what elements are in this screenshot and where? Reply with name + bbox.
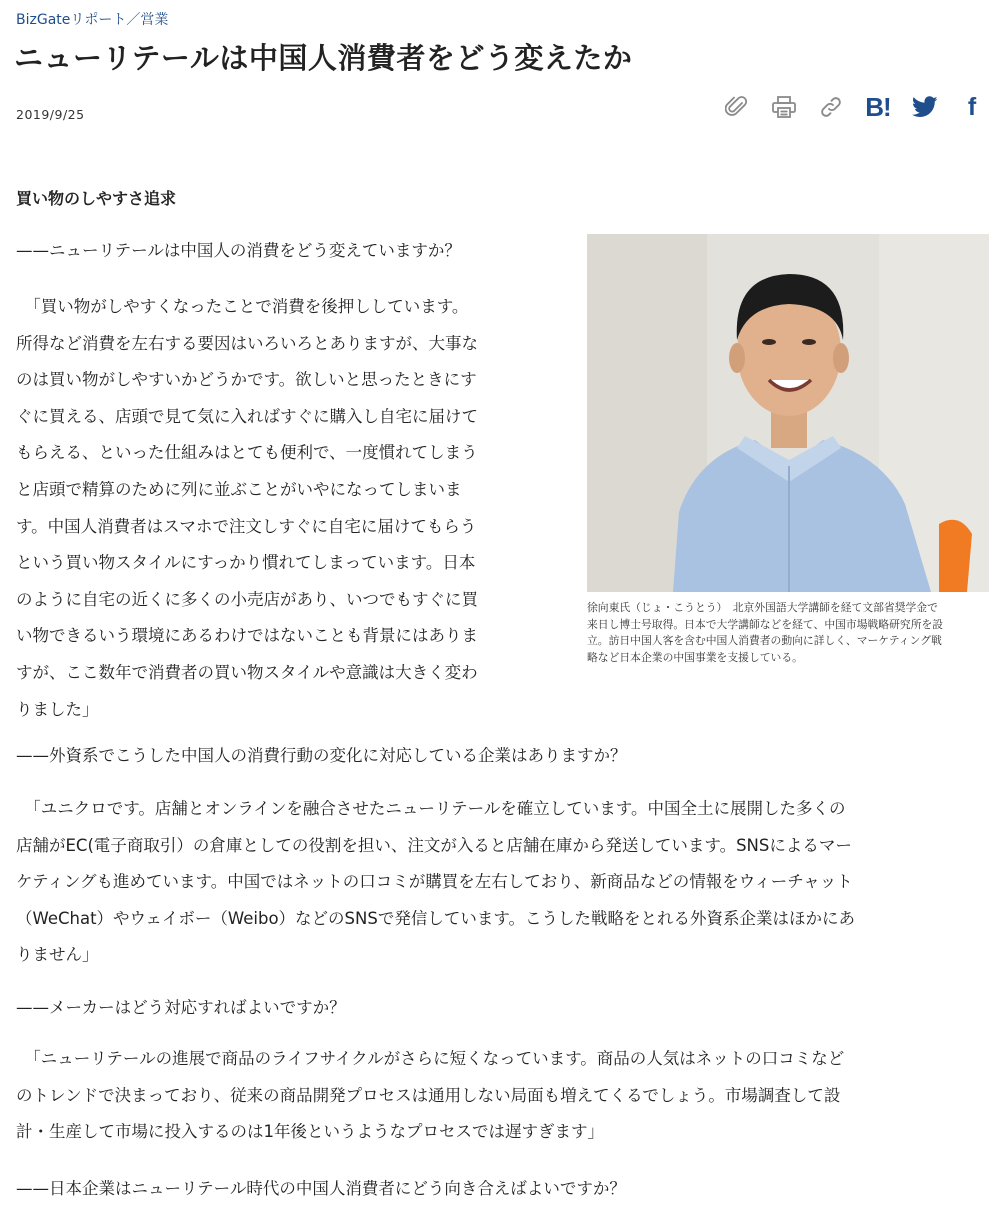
text-line: 所得など消費を左右する要因はいろいろとありますが、大事な bbox=[16, 333, 478, 353]
text-line: りました」 bbox=[16, 699, 99, 719]
interview-question: ——メーカーはどう対応すればよいですか？ bbox=[16, 998, 346, 1017]
text-line: りません」 bbox=[16, 945, 99, 964]
text-line: のは買い物がしやすいかどうかです。欲しいと思ったときにす bbox=[16, 370, 477, 390]
category-breadcrumb[interactable]: BizGateリポート／営業 bbox=[16, 12, 169, 28]
article-title: ニューリテールは中国人消費者をどう変えたか bbox=[14, 41, 633, 75]
clip-icon[interactable] bbox=[721, 92, 753, 122]
text-line: 計・生産して市場に投入するのは1年後というようなプロセスでは遅すぎます」 bbox=[16, 1122, 604, 1141]
text-line: い物できるいう環境にあるわけではないことも背景にはありま bbox=[16, 626, 478, 646]
text-line: 店舗がEC(電子商取引）の倉庫としての役割を担い、注文が入ると店舗在庫から発送しています。SNSによるマー bbox=[16, 835, 852, 855]
caption-line: 来日し博士号取得。日本で大学講師などを経て、中国市場戦略研究所を設 bbox=[587, 617, 944, 631]
text-line: ケティングも進めています。中国ではネットの口コミが購買を左右しており、新商品などの情報をウィーチャット bbox=[16, 872, 853, 891]
link-icon[interactable] bbox=[815, 92, 847, 122]
share-toolbar bbox=[706, 92, 988, 122]
text-line: もらえる、といった仕組みはとても便利で、一度慣れてしまう bbox=[16, 443, 478, 463]
text-line: のように自宅の近くに多くの小売店があり、いつでもすぐに買 bbox=[16, 589, 478, 609]
text-line: 「買い物がしやすくなったことで消費を後押ししています。 bbox=[16, 297, 469, 316]
hatena-bookmark-icon[interactable]: B! bbox=[865, 91, 891, 122]
text-line: すが、ここ数年で消費者の買い物スタイルや意識は大きく変わ bbox=[16, 662, 478, 682]
caption-line: 徐向東氏（じょ・こうとう） 北京外国語大学講師を経て文部省奨学金で bbox=[587, 601, 938, 614]
twitter-icon[interactable] bbox=[909, 92, 941, 122]
text-line: のトレンドで決まっており、従来の商品開発プロセスは通用しない局面も増えてくるでしょう。市場調査して設 bbox=[16, 1085, 841, 1105]
photo-caption bbox=[587, 600, 989, 666]
text-line: す。中国人消費者はスマホで注文しすぐに自宅に届けてもらう bbox=[16, 516, 477, 536]
caption-line: 略など日本企業の中国事業を支援している。 bbox=[587, 650, 803, 664]
interview-question: ——日本企業はニューリテール時代の中国人消費者にどう向き合えばよいですか？ bbox=[16, 1179, 626, 1198]
print-icon[interactable] bbox=[768, 92, 800, 122]
answer-paragraph-1 bbox=[16, 289, 478, 728]
text-line: と店頭で精算のために列に並ぶことがいやになってしまいま bbox=[16, 479, 462, 499]
interviewee-photo bbox=[587, 234, 989, 592]
text-line: ぐに買える、店頭で見て気に入ればすぐに購入し自宅に届けて bbox=[16, 406, 478, 426]
publish-date: 2019/9/25 bbox=[16, 107, 85, 122]
interviewee-figure bbox=[587, 234, 989, 666]
facebook-icon[interactable]: f bbox=[967, 92, 977, 121]
text-line: （WeChat）やウェイボー（Weibo）などのSNSで発信しています。こうした戦略をとれる外資系企業はほかにあ bbox=[16, 908, 856, 928]
text-line: 「ユニクロです。店舗とオンラインを融合させたニューリテールを確立しています。中国全土に展開した多くの bbox=[16, 799, 846, 818]
answer-paragraph-3 bbox=[16, 1041, 988, 1151]
text-line: 「ニューリテールの進展で商品のライフサイクルがさらに短くなっています。商品の人気はネットの口コミなど bbox=[16, 1049, 845, 1068]
interview-question: ——ニューリテールは中国人の消費をどう変えていますか？ bbox=[16, 241, 461, 260]
interview-question: ——外資系でこうした中国人の消費行動の変化に対応している企業はありますか？ bbox=[16, 746, 627, 765]
section-heading: 買い物のしやすさ追求 bbox=[16, 189, 177, 208]
caption-line: 立。訪日中国人客を含む中国人消費者の動向に詳しく、マーケティング戦 bbox=[587, 634, 942, 647]
answer-paragraph-2 bbox=[16, 791, 988, 974]
text-line: という買い物スタイルにすっかり慣れてしまっています。日本 bbox=[16, 553, 476, 573]
